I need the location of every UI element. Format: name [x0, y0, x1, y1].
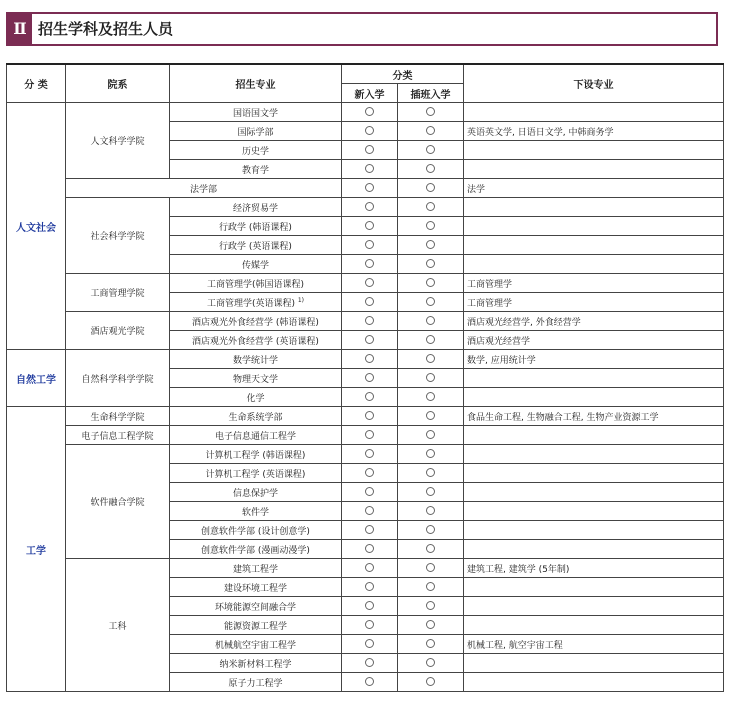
major-label: 机械航空宇宙工程学: [214, 640, 296, 651]
major-label: 计算机工程学 (韩语课程): [205, 450, 306, 461]
major-label: 工商管理学(韩国语课程): [206, 279, 305, 290]
new-admission-mark-cell: [342, 236, 398, 255]
transfer-admission-mark-cell: [398, 616, 464, 635]
transfer-admission-mark-cell: [398, 502, 464, 521]
major-label: 创意软件学部 (设计创意学): [201, 526, 310, 537]
section-header: [6, 12, 718, 46]
major-label: 原子力工程学: [228, 678, 283, 689]
circle-icon: [426, 316, 435, 325]
sub-major-cell: [464, 160, 724, 179]
table-row: [7, 445, 724, 464]
major-label: 物理天文学: [232, 374, 278, 385]
transfer-admission-mark-cell: [398, 559, 464, 578]
new-admission-mark-cell: [342, 122, 398, 141]
header-category: 分 类: [7, 64, 66, 103]
new-admission-mark-cell: [342, 388, 398, 407]
new-admission-mark-cell: [342, 179, 398, 198]
circle-icon: [426, 354, 435, 363]
new-admission-mark-cell: [342, 502, 398, 521]
new-admission-mark-cell: [342, 559, 398, 578]
circle-icon: [365, 487, 374, 496]
table-row: [7, 426, 724, 445]
circle-icon: [365, 563, 374, 572]
section-title: 招生学科及招生人员: [38, 20, 174, 38]
table-row: [7, 559, 724, 578]
circle-icon: [365, 411, 374, 420]
circle-icon: [365, 145, 374, 154]
footnote-mark: 1): [297, 296, 305, 304]
transfer-admission-mark-cell: [398, 198, 464, 217]
sub-major-cell: 法学: [464, 179, 724, 198]
major-cell: [170, 635, 342, 654]
major-cell: [170, 198, 342, 217]
circle-icon: [426, 620, 435, 629]
major-label: 计算机工程学 (英语课程): [205, 469, 306, 480]
transfer-admission-mark-cell: [398, 654, 464, 673]
sub-major-cell: [464, 198, 724, 217]
sub-major-cell: [464, 445, 724, 464]
transfer-admission-mark-cell: [398, 388, 464, 407]
circle-icon: [426, 544, 435, 553]
major-cell: [170, 445, 342, 464]
new-admission-mark-cell: [342, 483, 398, 502]
sub-major-cell: [464, 578, 724, 597]
transfer-admission-mark-cell: [398, 160, 464, 179]
circle-icon: [365, 468, 374, 477]
transfer-admission-mark-cell: [398, 331, 464, 350]
circle-icon: [426, 487, 435, 496]
major-label: 化学: [246, 393, 265, 404]
sub-major-cell: [464, 654, 724, 673]
circle-icon: [365, 126, 374, 135]
new-admission-mark-cell: [342, 198, 398, 217]
major-cell: [170, 141, 342, 160]
sub-major-cell: 工商管理学: [464, 293, 724, 312]
major-cell: [170, 312, 342, 331]
circle-icon: [426, 449, 435, 458]
major-label: 历史学: [241, 146, 269, 157]
table-row: [7, 179, 724, 198]
new-admission-mark-cell: [342, 160, 398, 179]
major-label: 酒店观光外食经营学 (韩语课程): [192, 317, 319, 328]
circle-icon: [365, 354, 374, 363]
circle-icon: [426, 411, 435, 420]
transfer-admission-mark-cell: [398, 236, 464, 255]
circle-icon: [426, 373, 435, 382]
table-row: [7, 274, 724, 293]
table-row: [7, 198, 724, 217]
major-label: 工商管理学(英语课程): [206, 298, 295, 309]
transfer-admission-mark-cell: [398, 141, 464, 160]
new-admission-mark-cell: [342, 673, 398, 692]
major-cell: [170, 464, 342, 483]
transfer-admission-mark-cell: [398, 369, 464, 388]
transfer-admission-mark-cell: [398, 426, 464, 445]
circle-icon: [426, 183, 435, 192]
major-label: 传媒学: [241, 260, 269, 271]
major-cell: [170, 236, 342, 255]
major-cell: [170, 217, 342, 236]
sub-major-cell: [464, 483, 724, 502]
major-label: 建设环境工程学: [223, 583, 287, 594]
college-cell: 工商管理学院: [66, 274, 170, 312]
table-row: [7, 350, 724, 369]
transfer-admission-mark-cell: [398, 483, 464, 502]
sub-major-cell: [464, 426, 724, 445]
sub-major-cell: [464, 236, 724, 255]
circle-icon: [365, 620, 374, 629]
sub-major-cell: 数学, 应用统计学: [464, 350, 724, 369]
circle-icon: [426, 240, 435, 249]
circle-icon: [426, 601, 435, 610]
new-admission-mark-cell: [342, 350, 398, 369]
circle-icon: [365, 297, 374, 306]
circle-icon: [365, 373, 374, 382]
major-cell: [170, 122, 342, 141]
sub-major-cell: 工商管理学: [464, 274, 724, 293]
new-admission-mark-cell: [342, 445, 398, 464]
new-admission-mark-cell: [342, 654, 398, 673]
circle-icon: [426, 658, 435, 667]
new-admission-mark-cell: [342, 635, 398, 654]
transfer-admission-mark-cell: [398, 312, 464, 331]
major-cell: [170, 350, 342, 369]
circle-icon: [365, 164, 374, 173]
sub-major-cell: [464, 141, 724, 160]
college-cell: 自然科学科学学院: [66, 350, 170, 407]
category-cell: 工学: [7, 407, 66, 692]
major-cell: [170, 369, 342, 388]
college-cell: 社会科学学院: [66, 198, 170, 274]
new-admission-mark-cell: [342, 426, 398, 445]
circle-icon: [365, 240, 374, 249]
major-cell: [170, 293, 342, 312]
sub-major-cell: 食品生命工程, 生物融合工程, 生物产业资源工学: [464, 407, 724, 426]
circle-icon: [426, 202, 435, 211]
major-cell: [170, 540, 342, 559]
sub-major-cell: [464, 616, 724, 635]
transfer-admission-mark-cell: [398, 350, 464, 369]
majors-table-wrap: [6, 63, 723, 692]
sub-major-cell: 酒店观光经营学, 外食经营学: [464, 312, 724, 331]
new-admission-mark-cell: [342, 312, 398, 331]
sub-major-cell: 英语英文学, 日语日文学, 中韩商务学: [464, 122, 724, 141]
circle-icon: [426, 145, 435, 154]
major-label: 软件学: [241, 507, 269, 518]
new-admission-mark-cell: [342, 464, 398, 483]
transfer-admission-mark-cell: [398, 635, 464, 654]
circle-icon: [426, 430, 435, 439]
new-admission-mark-cell: [342, 331, 398, 350]
new-admission-mark-cell: [342, 293, 398, 312]
major-label: 教育学: [241, 165, 269, 176]
table-body: [7, 103, 724, 692]
transfer-admission-mark-cell: [398, 293, 464, 312]
circle-icon: [426, 297, 435, 306]
transfer-admission-mark-cell: [398, 274, 464, 293]
circle-icon: [426, 126, 435, 135]
circle-icon: [426, 164, 435, 173]
major-cell: [170, 160, 342, 179]
circle-icon: [365, 658, 374, 667]
sub-major-cell: [464, 369, 724, 388]
circle-icon: [365, 601, 374, 610]
sub-major-cell: [464, 255, 724, 274]
new-admission-mark-cell: [342, 369, 398, 388]
new-admission-mark-cell: [342, 103, 398, 122]
major-label: 纳米新材料工程学: [219, 659, 292, 670]
new-admission-mark-cell: [342, 407, 398, 426]
circle-icon: [426, 392, 435, 401]
major-label: 建筑工程学: [232, 564, 278, 575]
circle-icon: [365, 183, 374, 192]
new-admission-mark-cell: [342, 597, 398, 616]
circle-icon: [365, 677, 374, 686]
transfer-admission-mark-cell: [398, 578, 464, 597]
major-cell: 法学部: [66, 179, 342, 198]
transfer-admission-mark-cell: [398, 521, 464, 540]
major-cell: [170, 616, 342, 635]
transfer-admission-mark-cell: [398, 179, 464, 198]
major-label: 行政学 (英语课程): [219, 241, 292, 252]
circle-icon: [426, 107, 435, 116]
circle-icon: [365, 316, 374, 325]
sub-major-cell: [464, 540, 724, 559]
major-label: 国际学部: [237, 127, 274, 138]
major-label: 酒店观光外食经营学 (英语课程): [192, 336, 319, 347]
circle-icon: [426, 639, 435, 648]
major-label: 国语国文学: [232, 108, 278, 119]
circle-icon: [365, 221, 374, 230]
header-sub: 下设专业: [464, 64, 724, 103]
category-cell: 自然工学: [7, 350, 66, 407]
transfer-admission-mark-cell: [398, 103, 464, 122]
major-cell: [170, 407, 342, 426]
major-cell: [170, 483, 342, 502]
sub-major-cell: [464, 103, 724, 122]
major-cell: [170, 426, 342, 445]
transfer-admission-mark-cell: [398, 445, 464, 464]
major-cell: [170, 597, 342, 616]
circle-icon: [426, 259, 435, 268]
major-cell: [170, 578, 342, 597]
major-label: 经济贸易学: [232, 203, 278, 214]
new-admission-mark-cell: [342, 141, 398, 160]
major-cell: [170, 673, 342, 692]
sub-major-cell: [464, 673, 724, 692]
circle-icon: [365, 259, 374, 268]
transfer-admission-mark-cell: [398, 597, 464, 616]
circle-icon: [365, 430, 374, 439]
sub-major-cell: [464, 502, 724, 521]
transfer-admission-mark-cell: [398, 673, 464, 692]
transfer-admission-mark-cell: [398, 255, 464, 274]
transfer-admission-mark-cell: [398, 217, 464, 236]
table-row: [7, 312, 724, 331]
circle-icon: [365, 449, 374, 458]
major-label: 信息保护学: [232, 488, 278, 499]
major-label: 能源资源工程学: [223, 621, 287, 632]
circle-icon: [426, 335, 435, 344]
table-row: [7, 407, 724, 426]
new-admission-mark-cell: [342, 255, 398, 274]
majors-table: [6, 63, 724, 692]
sub-major-cell: [464, 217, 724, 236]
header-major: 招生专业: [170, 64, 342, 103]
college-cell: 工科: [66, 559, 170, 692]
table-row: [7, 103, 724, 122]
circle-icon: [365, 107, 374, 116]
major-cell: [170, 255, 342, 274]
circle-icon: [365, 335, 374, 344]
sub-major-cell: 酒店观光经营学: [464, 331, 724, 350]
circle-icon: [426, 677, 435, 686]
circle-icon: [426, 525, 435, 534]
new-admission-mark-cell: [342, 274, 398, 293]
circle-icon: [365, 278, 374, 287]
sub-major-cell: 机械工程, 航空宇宙工程: [464, 635, 724, 654]
major-cell: [170, 103, 342, 122]
major-label: 行政学 (韩语课程): [219, 222, 292, 233]
new-admission-mark-cell: [342, 578, 398, 597]
circle-icon: [426, 582, 435, 591]
transfer-admission-mark-cell: [398, 540, 464, 559]
header-new: 新入学: [342, 84, 398, 103]
circle-icon: [365, 392, 374, 401]
circle-icon: [365, 525, 374, 534]
new-admission-mark-cell: [342, 521, 398, 540]
major-label: 生命系统学部: [228, 412, 283, 423]
major-cell: [170, 274, 342, 293]
major-cell: [170, 559, 342, 578]
transfer-admission-mark-cell: [398, 464, 464, 483]
circle-icon: [365, 639, 374, 648]
major-cell: [170, 331, 342, 350]
college-cell: 酒店观光学院: [66, 312, 170, 350]
circle-icon: [365, 544, 374, 553]
college-cell: 生命科学学院: [66, 407, 170, 426]
circle-icon: [426, 506, 435, 515]
sub-major-cell: [464, 464, 724, 483]
college-cell: 人文科学学院: [66, 103, 170, 179]
sub-major-cell: [464, 597, 724, 616]
transfer-admission-mark-cell: [398, 122, 464, 141]
major-cell: [170, 654, 342, 673]
circle-icon: [426, 278, 435, 287]
section-number: Ⅱ: [8, 14, 32, 44]
major-cell: [170, 521, 342, 540]
circle-icon: [365, 202, 374, 211]
circle-icon: [365, 582, 374, 591]
major-cell: [170, 502, 342, 521]
new-admission-mark-cell: [342, 616, 398, 635]
sub-major-cell: 建筑工程, 建筑学 (5年制): [464, 559, 724, 578]
major-label: 电子信息通信工程学: [214, 431, 296, 442]
sub-major-cell: [464, 388, 724, 407]
transfer-admission-mark-cell: [398, 407, 464, 426]
circle-icon: [426, 221, 435, 230]
circle-icon: [365, 506, 374, 515]
header-transfer: 插班入学: [398, 84, 464, 103]
college-cell: 软件融合学院: [66, 445, 170, 559]
sub-major-cell: [464, 521, 724, 540]
circle-icon: [426, 468, 435, 477]
major-cell: [170, 388, 342, 407]
new-admission-mark-cell: [342, 217, 398, 236]
header-college: 院系: [66, 64, 170, 103]
category-cell: 人文社会: [7, 103, 66, 350]
major-label: 创意软件学部 (漫画动漫学): [201, 545, 310, 556]
college-cell: 电子信息工程学院: [66, 426, 170, 445]
major-label: 数学统计学: [232, 355, 278, 366]
circle-icon: [426, 563, 435, 572]
major-label: 环境能源空间融合学: [214, 602, 296, 613]
new-admission-mark-cell: [342, 540, 398, 559]
header-group: 分类: [342, 64, 464, 84]
